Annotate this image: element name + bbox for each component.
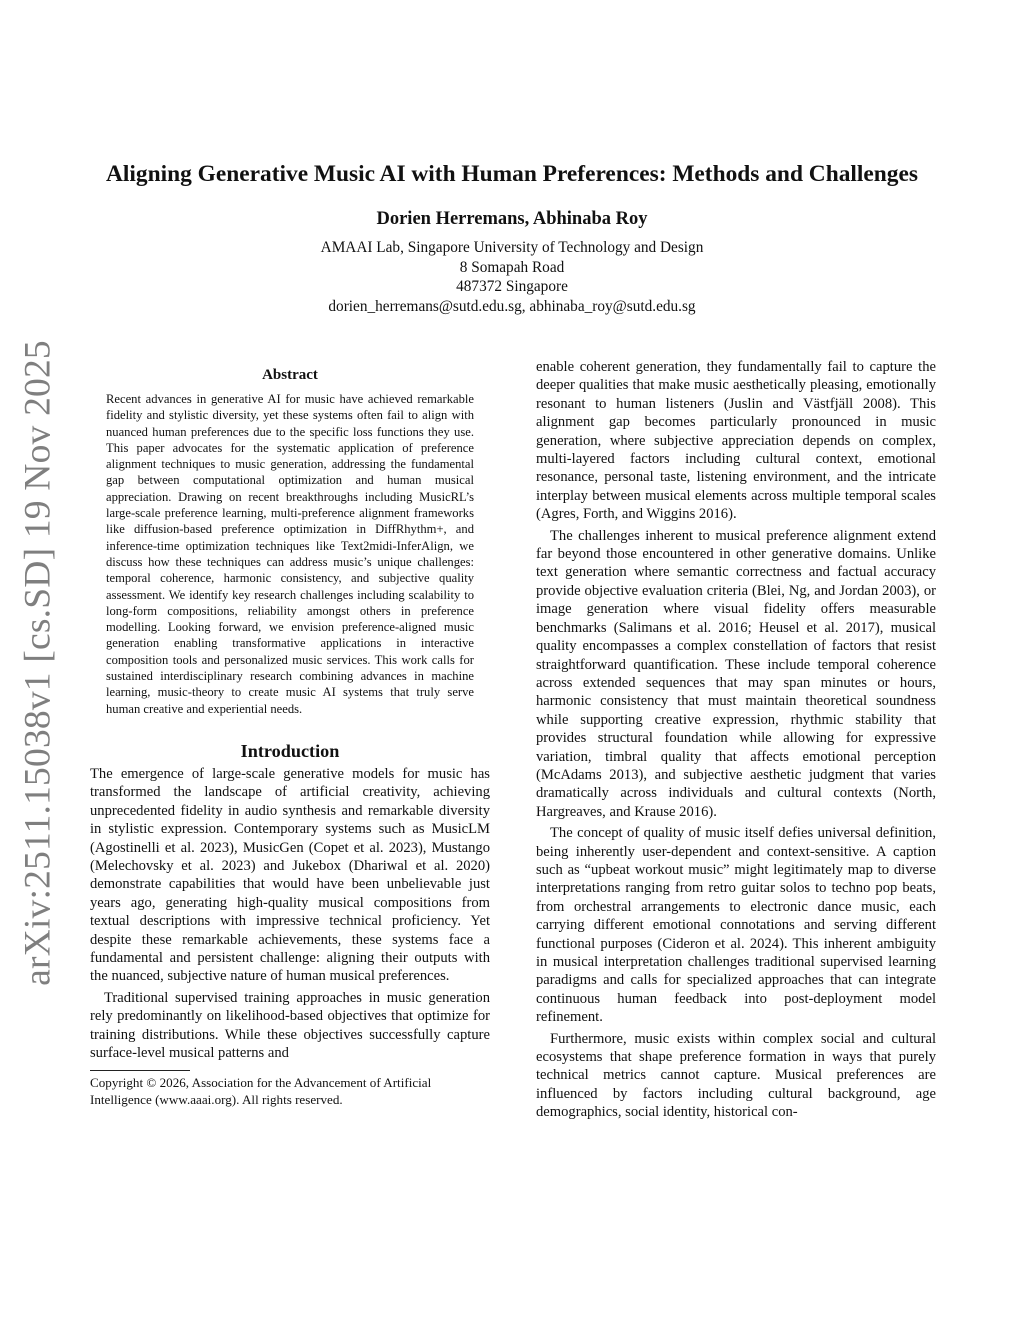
arxiv-identifier-text: arXiv:2511.15038v1 [cs.SD] 19 Nov 2025 [17,340,59,986]
footnote-divider [90,1070,190,1071]
affiliation-street: 8 Somapah Road [459,258,565,276]
affiliation-block [60,238,964,316]
copyright-footnote: Copyright © 2026, Association for the Advancement of Artificial Intelligence (www.aaai.org). All rights reserved. [90,1075,432,1108]
body-paragraph: The challenges inherent to musical preference alignment extend far beyond those encountered in other generative domains. Unlike text generation where semantic correctness and factual accuracy provide objective evaluation criteria (Blei, Ng, and Jordan 2003), or image generation where visual fidelity offers measurable benchmarks (Salimans et al. 2016; Heusel et al. 2017), musical quality encompasses a complex constellation of factors that resist straightforward quantification. These include temporal coherence across extended sequences that may span minutes or hours, harmonic consistency that must maintain theoretical soundness while supporting creative expression, rhythmic stability that provides structural foundation while allowing for expressive variation, timbral quality that affects emotional perception (McAdams 2013), and subjective aesthetic judgment that varies dramatically across individuals and cultural contexts (North, Hargreaves, and Krause 2016). [536,527,936,820]
intro-paragraph: The emergence of large-scale generative models for music has transformed the landscape of artificial creativity, achieving unprecedented fidelity in audio synthesis and remarkable diversity in stylistic expression. Contemporary systems such as MusicLM (Agostinelli et al. 2023), MusicGen (Copet et al. 2023), Mustango (Melechovsky et al. 2023) and Jukebox (Dhariwal et al. 2020) demonstrate capabilities that would have been unbelievable just years ago, generating high-quality musical compositions from textual descriptions with impressive technical proficiency. Yet despite these remarkable achievements, these systems face a fundamental and persistent challenge: aligning their outputs with the nuanced, subjective nature of human musical preferences. [90,765,490,985]
abstract-heading: Abstract [262,367,318,383]
body-paragraph: The concept of quality of music itself defies universal definition, being inherently user-dependent and context-sensitive. A caption such as “upbeat workout music” might legitimately map to diverse interpretations ranging from retro guitar solos to techno pop beats, from orchestral arrangements to electronic dance music, each carrying different emotional connotations and serving different functional purposes (Cideron et al. 2024). This inherent ambiguity in musical interpretation challenges traditional supervised learning paradigms and calls for specialized approaches that can integrate continuous human feedback into post-deployment model refinement. [536,825,936,1026]
right-column [536,358,936,1122]
left-column [90,358,490,1109]
affiliation-emails: dorien_herremans@sutd.edu.sg, abhinaba_roy@sutd.edu.sg [328,297,696,315]
affiliation-city: 487372 Singapore [456,278,568,295]
paper-title: Aligning Generative Music AI with Human Preferences: Methods and Challenges [106,161,918,187]
body-paragraph: enable coherent generation, they fundamentally fail to capture the deeper qualities that make music aesthetically pleasing, emotionally resonant to human listeners (Juslin and Västfjäll 2008). This alignment gap becomes particularly pronounced in music generation, where subjective appreciation depends on complex, multi-layered factors including cultural context, emotional resonance, personal taste, listening environment, and the intricate interplay between musical elements across multiple temporal scales (Agres, Forth, and Wiggins 2016). [536,359,936,523]
abstract-text: Recent advances in generative AI for music have achieved remarkable fidelity and stylistic diversity, yet these systems often fail to align with nuanced human preferences due to the specific loss functions they use. This paper advocates for the systematic application of preference alignment techniques to music generation, addressing the fundamental gap between computational optimization and human musical appreciation. Drawing on recent breakthroughs including MusicRL’s large-scale preference learning, multi-preference alignment frameworks like diffusion-based preference optimization in DiffRhythm+, and inference-time optimization techniques like Text2midi-InferAlign, we discuss how these techniques can address music’s unique challenges: temporal coherence, harmonic consistency, and subjective quality assessment. We identify key research challenges including scalability to long-form compositions, reliability amongst others in preference modelling. Looking forward, we envision preference-aligned music generation enabling transformative applications in interactive composition tools and personalized music services. This work calls for sustained interdisciplinary research combining advances in machine learning, music-theory to create music AI systems that truly serve human creative and experiential needs. [106,392,474,716]
intro-paragraph: Traditional supervised training approaches in music generation rely predominantly on likelihood-based objectives that optimize for training distributions. While these objectives successfully capture surface-level musical patterns and [90,989,490,1062]
affiliation-lab: AMAAI Lab, Singapore University of Technology and Design [320,239,704,256]
body-paragraph: Furthermore, music exists within complex social and cultural ecosystems that shape preference formation in ways that purely technical metrics cannot capture. Musical preferences are influenced by factors including cultural background, age demographics, social identity, historical con- [536,1030,936,1121]
introduction-heading: Introduction [240,740,340,761]
paper-authors: Dorien Herremans, Abhinaba Roy [376,209,648,229]
